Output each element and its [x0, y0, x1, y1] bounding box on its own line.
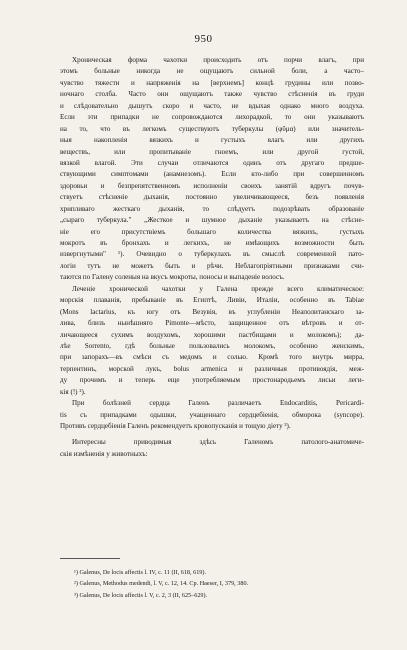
text-line: вязкой влагой. Эти случаи отличаются одинъ отъ другаго предше- — [60, 158, 364, 167]
text-line: При болѣзней сердца Галенъ различаетъ Endocarditis, Pericardi- — [72, 399, 364, 408]
text-line: ствуетъ стѣсненіе дыханія, постоянно увеличивающееся, безъ появленія — [60, 193, 364, 202]
text-line: этомъ больные никогда не ощущаютъ сильной боли, а часто– — [60, 67, 364, 76]
text-line: морскія плаванія, пребываніе въ Египтѣ, Ливіи, Италіи, особенно въ Tabiae — [60, 296, 364, 305]
text-line: и слѣдовательно дышутъ скоро и часто, не вдыхая однако много воздуха. — [60, 101, 364, 110]
footnotes — [60, 567, 364, 601]
text-line: „сыраго туберкула." „Жесткое и шумное дыханіе указываетъ на стѣсне- — [60, 216, 364, 225]
text-line: кія (!) ²). — [60, 387, 86, 396]
text-line: при запорахъ—въ смѣси съ медомъ и солью. Кромѣ того внутрь мирра, — [60, 353, 364, 362]
page-number: 950 — [194, 33, 213, 45]
text-line: личающееся сухимъ воздухомъ, хорошими пастбищами и молокомъ); да- — [60, 330, 364, 339]
body-text — [60, 55, 364, 460]
text-line: извергнутыми" ¹). Очевидно о туберкулахъ въ смыслѣ современной пато- — [60, 250, 364, 259]
text-line: Леченіе хронической чахотки у Галена прежде всего климатическое: — [72, 284, 364, 293]
text-line: ду прочимъ и теперь еще употребляемым простонародьемъ лисьи леги- — [60, 376, 364, 385]
text-line: логіи тутъ не можетъ быть и рѣчи. Неблагопріятными признаками счи- — [60, 261, 364, 270]
text-line: ночнаго столба. Часто они ощущаютъ также чувство стѣсненія въ груди — [60, 90, 364, 99]
text-line: (Mons lactarius, къ югу отъ Везувія, въ углубленіи Неаполитанскаго за- — [60, 307, 364, 316]
text-line: здоровьи и безпрепятственномъ исполненіи своихъ занятій вдругъ почув- — [60, 181, 364, 190]
text-line: чувство тяжести и напряженія на [верхнемъ] концѣ грудины или позво- — [60, 78, 364, 87]
text-line: лѣе Sorrento, гдѣ больные пользовались молокомъ, особенно женскимъ, — [60, 341, 364, 350]
footnote-rule — [60, 558, 120, 559]
text-line: Хроническая форма чахотки происходить отъ порчи влагъ, при — [72, 56, 364, 64]
text-line: Если эти припадки не сопровождаются лихорадкой, то они указываютъ — [60, 113, 364, 122]
text-line: ніе его присутствіемъ большаго количества вязкихъ, густыхъ — [60, 227, 364, 236]
text-line: скія измѣненія у животныхъ: — [60, 449, 148, 458]
text-line: веществъ, или пропитываніе гноемъ, или другой густой, — [60, 147, 364, 156]
text-line: на то, что въ легкомъ существуютъ туберкулы (φῦμα) или значитель- — [60, 124, 364, 133]
text-line: Интересны приводимыя здѣсь Галеномъ патолого-анатомиче- — [72, 438, 364, 447]
text-line: мокротъ въ бронхахъ и легкихъ, не имѣющихъ возможности быть — [60, 239, 364, 247]
footnote: ¹) Galenus, De locis affectis l. IV, c. 11 (II, 618, 619). — [74, 569, 206, 576]
footnote: ²) Galenus, Methodus medendi, l. V, c. 12, 14. Ср. Haeser, I, 379, 380. — [74, 580, 249, 588]
text-line: tis съ припадками одышки, учащеннаго сердцебіенія, обморока (syncope). — [60, 410, 364, 419]
text-line: Противъ сердцебіенія Галенъ рекомендуетъ кровопусканія и тощую діету ³). — [60, 422, 291, 430]
footnote: ³) Galenus, De locis affectis l. V, c. 2, 3 (II, 625–629). — [74, 591, 208, 599]
text-line: хрипливаго жесткаго дыханія, то слѣдуетъ подозрѣвать образованіе — [60, 204, 364, 213]
text-line: таются по Галену соленыя на вкусъ мокроты, поносы и выпаденіе волосъ. — [60, 273, 285, 282]
text-line: ныя накопленія вязкихъ и густыхъ влагъ или другихъ — [60, 136, 364, 145]
text-line: терпентинъ, морской лукъ, bolus armenica и различныя противоядія, меж- — [60, 364, 364, 373]
text-line: ствующими симптомами (анамнезомъ). Если кто-либо при совершенномъ — [60, 170, 364, 179]
text-line: лива, близъ нынѣшняго Pimonte—мѣсто, защищенное отъ вѣтровъ и от- — [60, 319, 364, 328]
